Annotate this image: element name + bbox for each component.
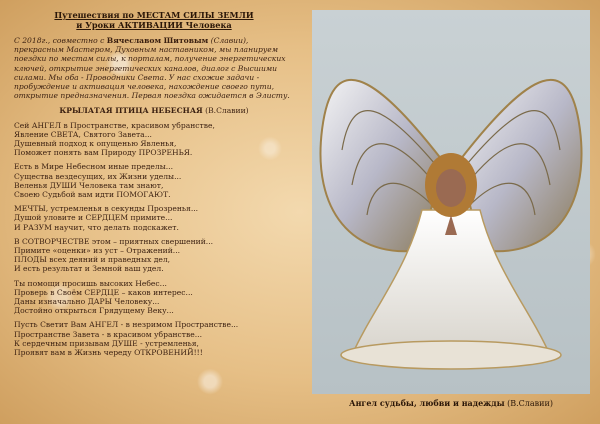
poem-stanza: В СОТВОРЧЕСТВЕ этом – приятных свершений... Примите «оценки» из уст – Отражений... ПЛОДЫ всех деяний и праведных дел, И есть результат и Земной ваш удел. [14, 236, 214, 274]
angel-image [312, 10, 590, 394]
intro-prefix: С 2018г., совместно с [14, 36, 107, 45]
page-title [14, 10, 294, 30]
poem-title-text: КРЫЛАТАЯ ПТИЦА НЕБЕСНАЯ [59, 106, 203, 116]
poem-title [14, 106, 294, 115]
poem-stanza: МЕЧТЫ, устремленья в секунды Прозренья... Душой уловите и СЕРДЦЕМ примите... И РАЗУМ научит, что делать подскажет. [14, 204, 199, 232]
poem-stanza: Пусть Светит Вам АНГЕЛ - в незримом Пространстве... Пространстве Завета - в красивом убранстве... К сердечным призывам ДУШЕ - устремленья, Проявят вам в Жизнь череду ОТКРОВЕНИЙ!!! [14, 320, 239, 358]
poem-stanza: Сей АНГЕЛ в Пространстве, красивом убранстве, Явление СВЕТА, Святого Завета... Душевный подход к опущенью Явленья, Поможет понять вам Природу ПРОЗРЕНЬЯ. [14, 120, 215, 158]
poem-stanza: Ты помощи просишь высоких Небес... Проверь в Своём СЕРДЦЕ – каков интерес... Даны изначально ДАРЫ Человеку... Достойно открыться Грядущему Веку... [14, 278, 193, 316]
intro-paragraph [14, 36, 294, 100]
title-line-1: Путешествия по МЕСТАМ СИЛЫ ЗЕМЛИ [54, 10, 254, 20]
poem-stanza: Есть в Мире Небесном иные пределы... Существа вездесущих, их Жизни уделы... Веленья ДУШИ Человека там знают, Своею Судьбой вам идти ПОМОГАЮТ. [14, 162, 182, 200]
intro-name: Вячеславом Шитовым [106, 36, 209, 45]
angel-illustration [312, 10, 590, 394]
title-line-2: и Уроки АКТИВАЦИИ Человека [76, 20, 232, 30]
image-panel [312, 10, 590, 410]
caption-text: Ангел судьбы, любви и надежды [349, 398, 505, 408]
poem-author: (В.Славии) [202, 106, 249, 116]
intro-rest: (Славии), прекрасным Мастером, Духовным наставником, мы планируем поездки по местам силы, к порталам, получение энергетических ключей, открытие энергетических каналов, диалог с Высшими силами. Мы оба - Проводники Света. У нас схожие задачи - пробуждение и активация человека, нахождение своего пути, открытие предназначения. Первая поездка ожидается в Элисту. [14, 36, 290, 101]
text-column [14, 10, 294, 416]
caption-author: (В.Славии) [504, 399, 553, 408]
image-caption [312, 398, 590, 408]
